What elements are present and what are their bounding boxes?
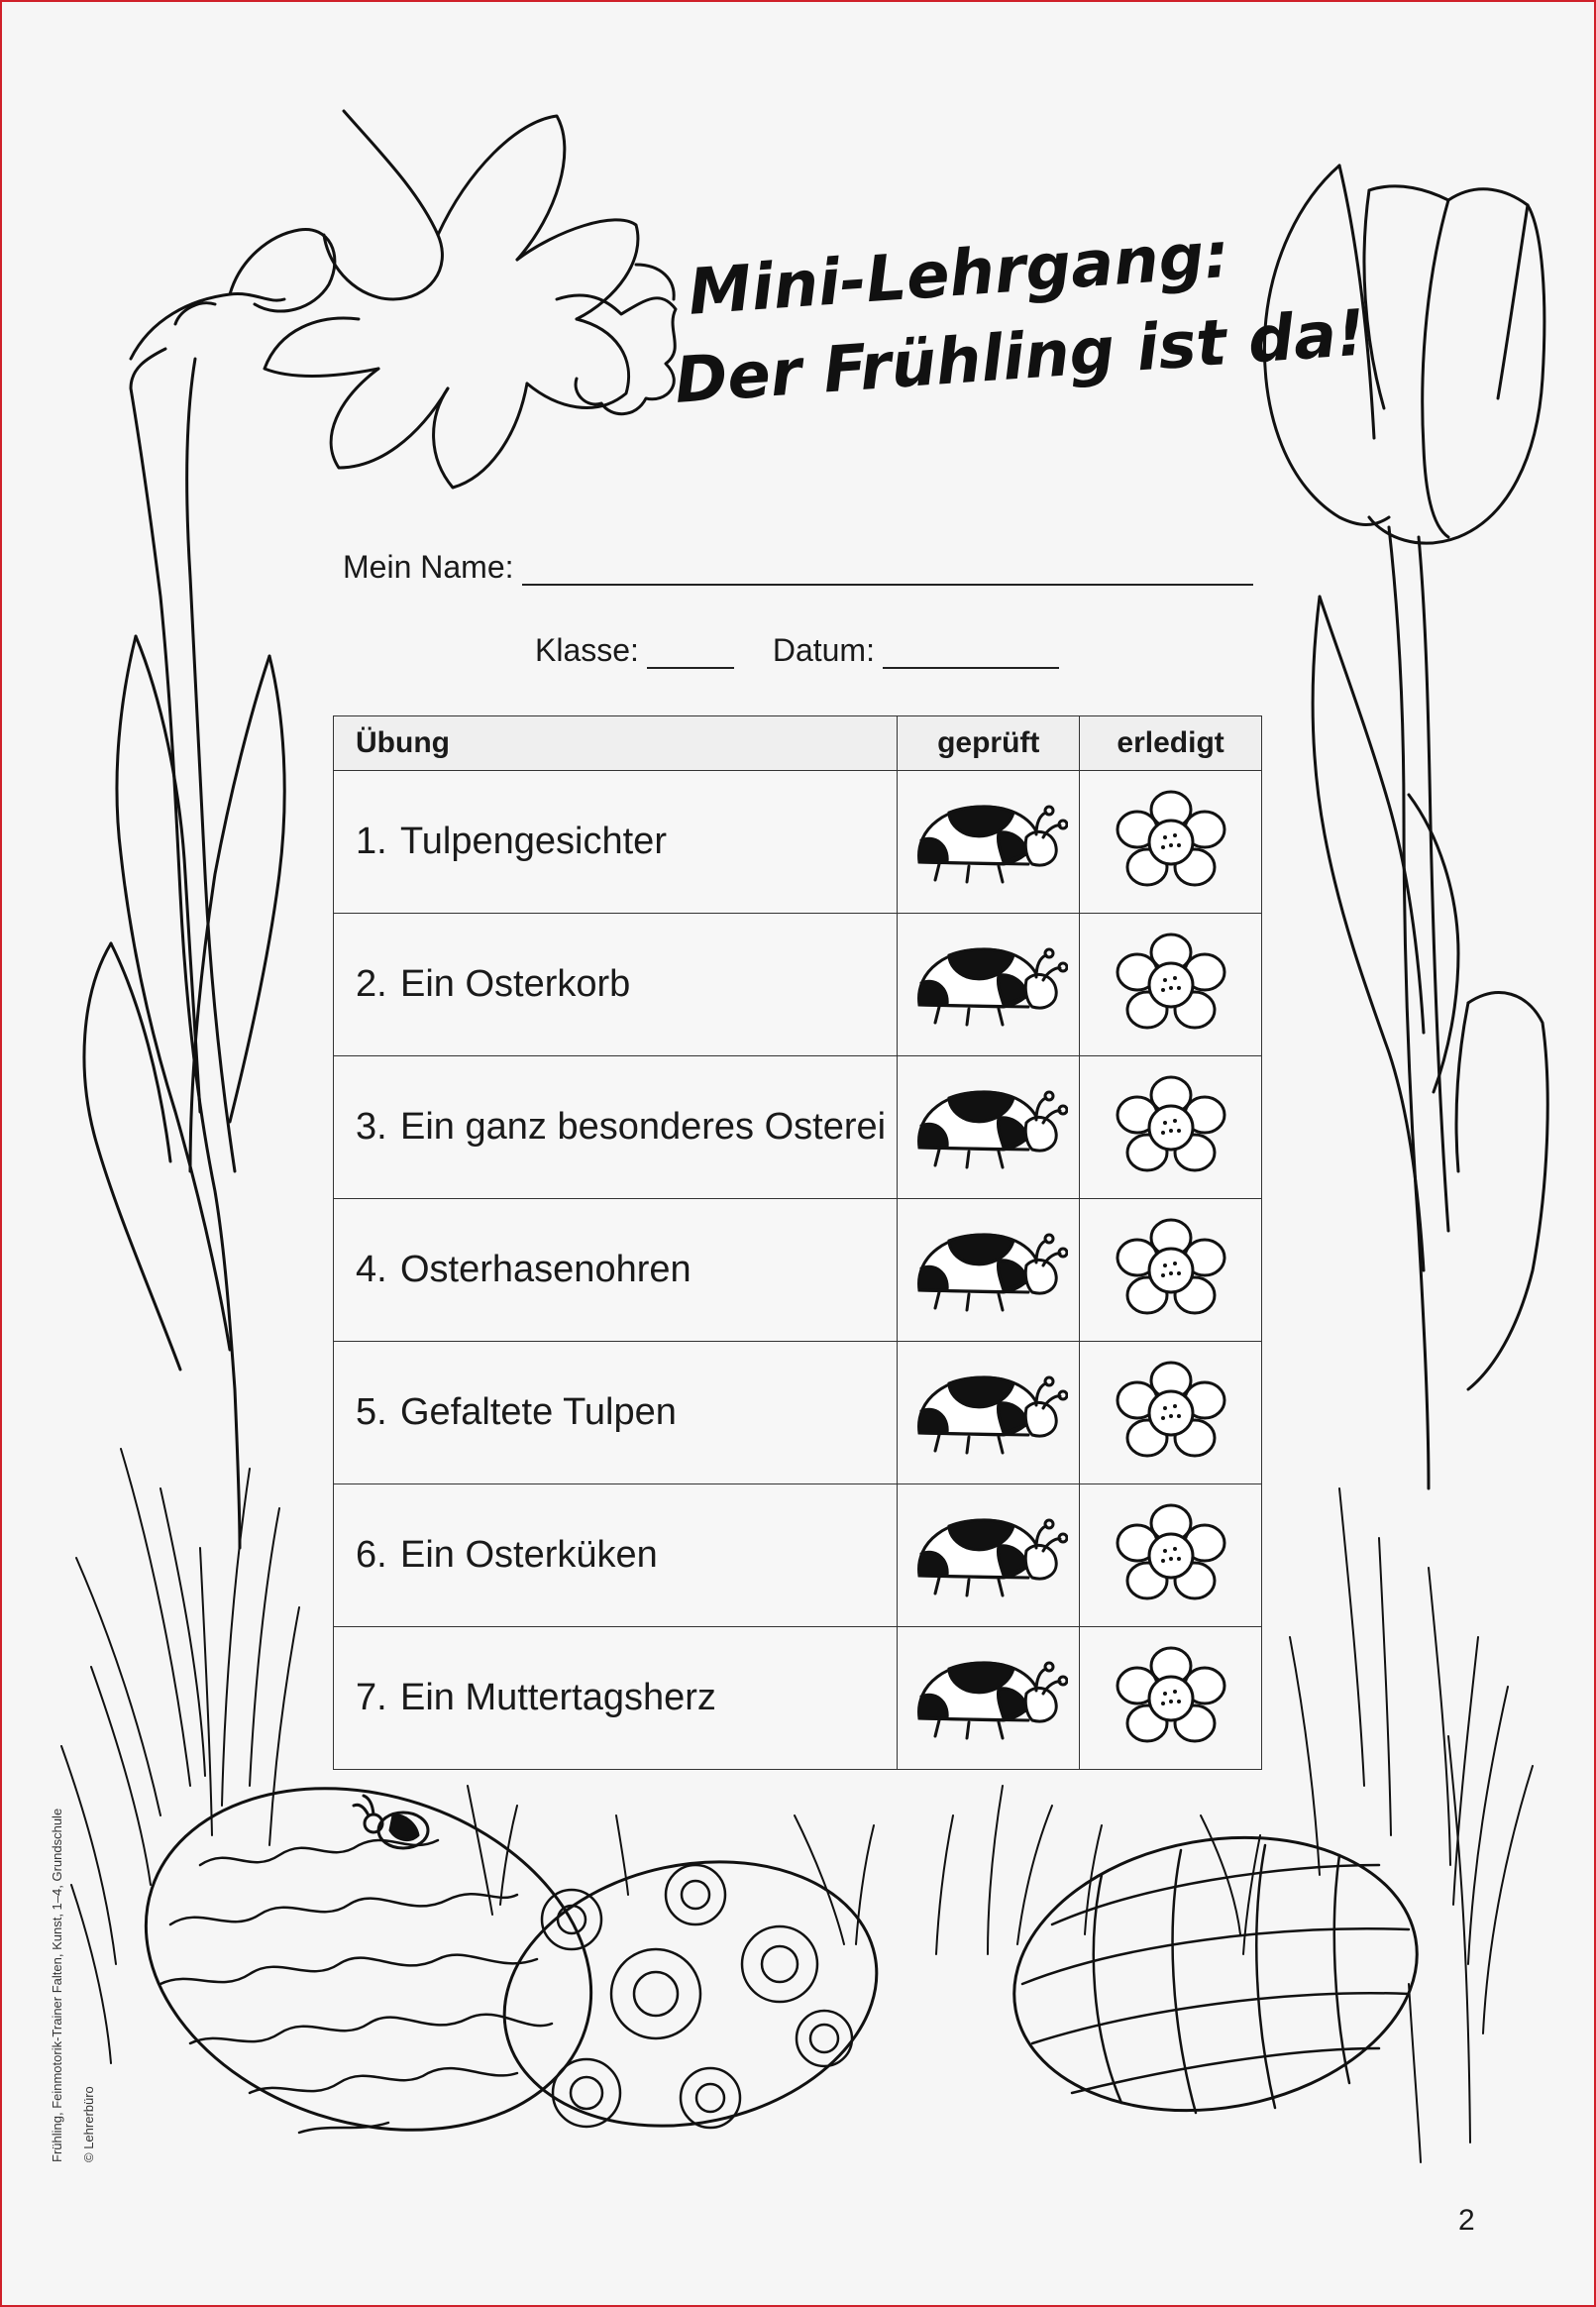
exercise-label: Ein ganz besonderes Osterei	[400, 1106, 887, 1148]
table-row	[334, 1484, 1262, 1627]
checked-cell[interactable]	[898, 1199, 1080, 1342]
table-row	[334, 1627, 1262, 1770]
done-cell[interactable]	[1080, 1056, 1262, 1199]
header-done: erledigt	[1080, 716, 1262, 771]
flower-icon	[1112, 1359, 1230, 1468]
done-cell[interactable]	[1080, 1342, 1262, 1484]
exercise-label: Gefaltete Tulpen	[400, 1391, 677, 1433]
table-row	[334, 1342, 1262, 1484]
exercise-number: 6.	[356, 1534, 387, 1576]
right-leaves-illustration	[1313, 597, 1547, 1389]
flower-easter-egg-illustration	[479, 1828, 902, 2158]
exercise-cell	[334, 1627, 898, 1770]
class-date-field	[535, 632, 1059, 669]
checked-cell[interactable]	[898, 1627, 1080, 1770]
ladybug-icon	[909, 935, 1068, 1035]
done-cell[interactable]	[1080, 1199, 1262, 1342]
exercise-number: 1.	[356, 821, 387, 862]
name-label: Mein Name:	[343, 549, 514, 585]
name-field	[343, 549, 1253, 586]
grid-easter-egg-illustration	[993, 1807, 1439, 2141]
ladybug-icon	[909, 1221, 1068, 1320]
grass-right-illustration	[1290, 1488, 1533, 2162]
exercise-cell	[334, 914, 898, 1056]
ladybug-icon	[909, 793, 1068, 892]
exercise-cell	[334, 1199, 898, 1342]
checked-cell[interactable]	[898, 1342, 1080, 1484]
done-cell[interactable]	[1080, 771, 1262, 914]
exercise-number: 5.	[356, 1391, 387, 1433]
exercise-cell	[334, 1484, 898, 1627]
table-header-row	[334, 716, 1262, 771]
name-input-line[interactable]	[522, 554, 1253, 586]
header-exercise: Übung	[334, 716, 898, 771]
table-row	[334, 1056, 1262, 1199]
checked-cell[interactable]	[898, 771, 1080, 914]
exercise-cell	[334, 1342, 898, 1484]
flower-icon	[1112, 931, 1230, 1040]
header-checked: geprüft	[898, 716, 1080, 771]
exercise-label: Ein Osterkorb	[400, 963, 631, 1005]
exercise-table	[333, 715, 1262, 1770]
title-line-1: Mini-Lehrgang:	[686, 218, 1232, 330]
side-credit-line-1: Frühling, Feinmotorik-Trainer Falten, Kunst, 1–4, Grundschule	[50, 1808, 64, 2162]
class-label: Klasse:	[535, 632, 639, 668]
exercise-cell	[334, 1056, 898, 1199]
exercise-label: Ein Muttertagsherz	[400, 1677, 716, 1718]
exercise-cell	[334, 771, 898, 914]
flower-icon	[1112, 1501, 1230, 1610]
date-label: Datum:	[772, 632, 875, 668]
exercise-label: Tulpengesichter	[400, 821, 667, 862]
table-row	[334, 914, 1262, 1056]
flower-icon	[1112, 1644, 1230, 1753]
left-leaves-illustration	[84, 636, 284, 1370]
ladybug-icon	[909, 1649, 1068, 1748]
done-cell[interactable]	[1080, 1627, 1262, 1770]
ladybug-icon	[909, 1078, 1068, 1177]
exercise-number: 2.	[356, 963, 387, 1005]
exercise-number: 3.	[356, 1106, 387, 1148]
checked-cell[interactable]	[898, 1484, 1080, 1627]
done-cell[interactable]	[1080, 1484, 1262, 1627]
title-line-2: Der Frühling ist da!	[672, 296, 1368, 418]
table-row	[334, 1199, 1262, 1342]
exercise-label: Osterhasenohren	[400, 1249, 692, 1290]
flower-icon	[1112, 1216, 1230, 1325]
checked-cell[interactable]	[898, 914, 1080, 1056]
table-row	[334, 771, 1262, 914]
ladybug-icon	[909, 1506, 1068, 1605]
flower-icon	[1112, 1073, 1230, 1182]
page-number: 2	[1458, 2204, 1475, 2237]
exercise-label: Ein Osterküken	[400, 1534, 658, 1576]
flower-icon	[1112, 788, 1230, 897]
done-cell[interactable]	[1080, 914, 1262, 1056]
ladybug-icon	[909, 1364, 1068, 1463]
date-input-line[interactable]	[883, 637, 1059, 669]
grass-left-illustration	[61, 1449, 299, 2063]
exercise-number: 7.	[356, 1677, 387, 1718]
checked-cell[interactable]	[898, 1056, 1080, 1199]
side-credit-line-2: © Lehrerbüro	[81, 2086, 96, 2162]
class-input-line[interactable]	[647, 637, 734, 669]
exercise-number: 4.	[356, 1249, 387, 1290]
